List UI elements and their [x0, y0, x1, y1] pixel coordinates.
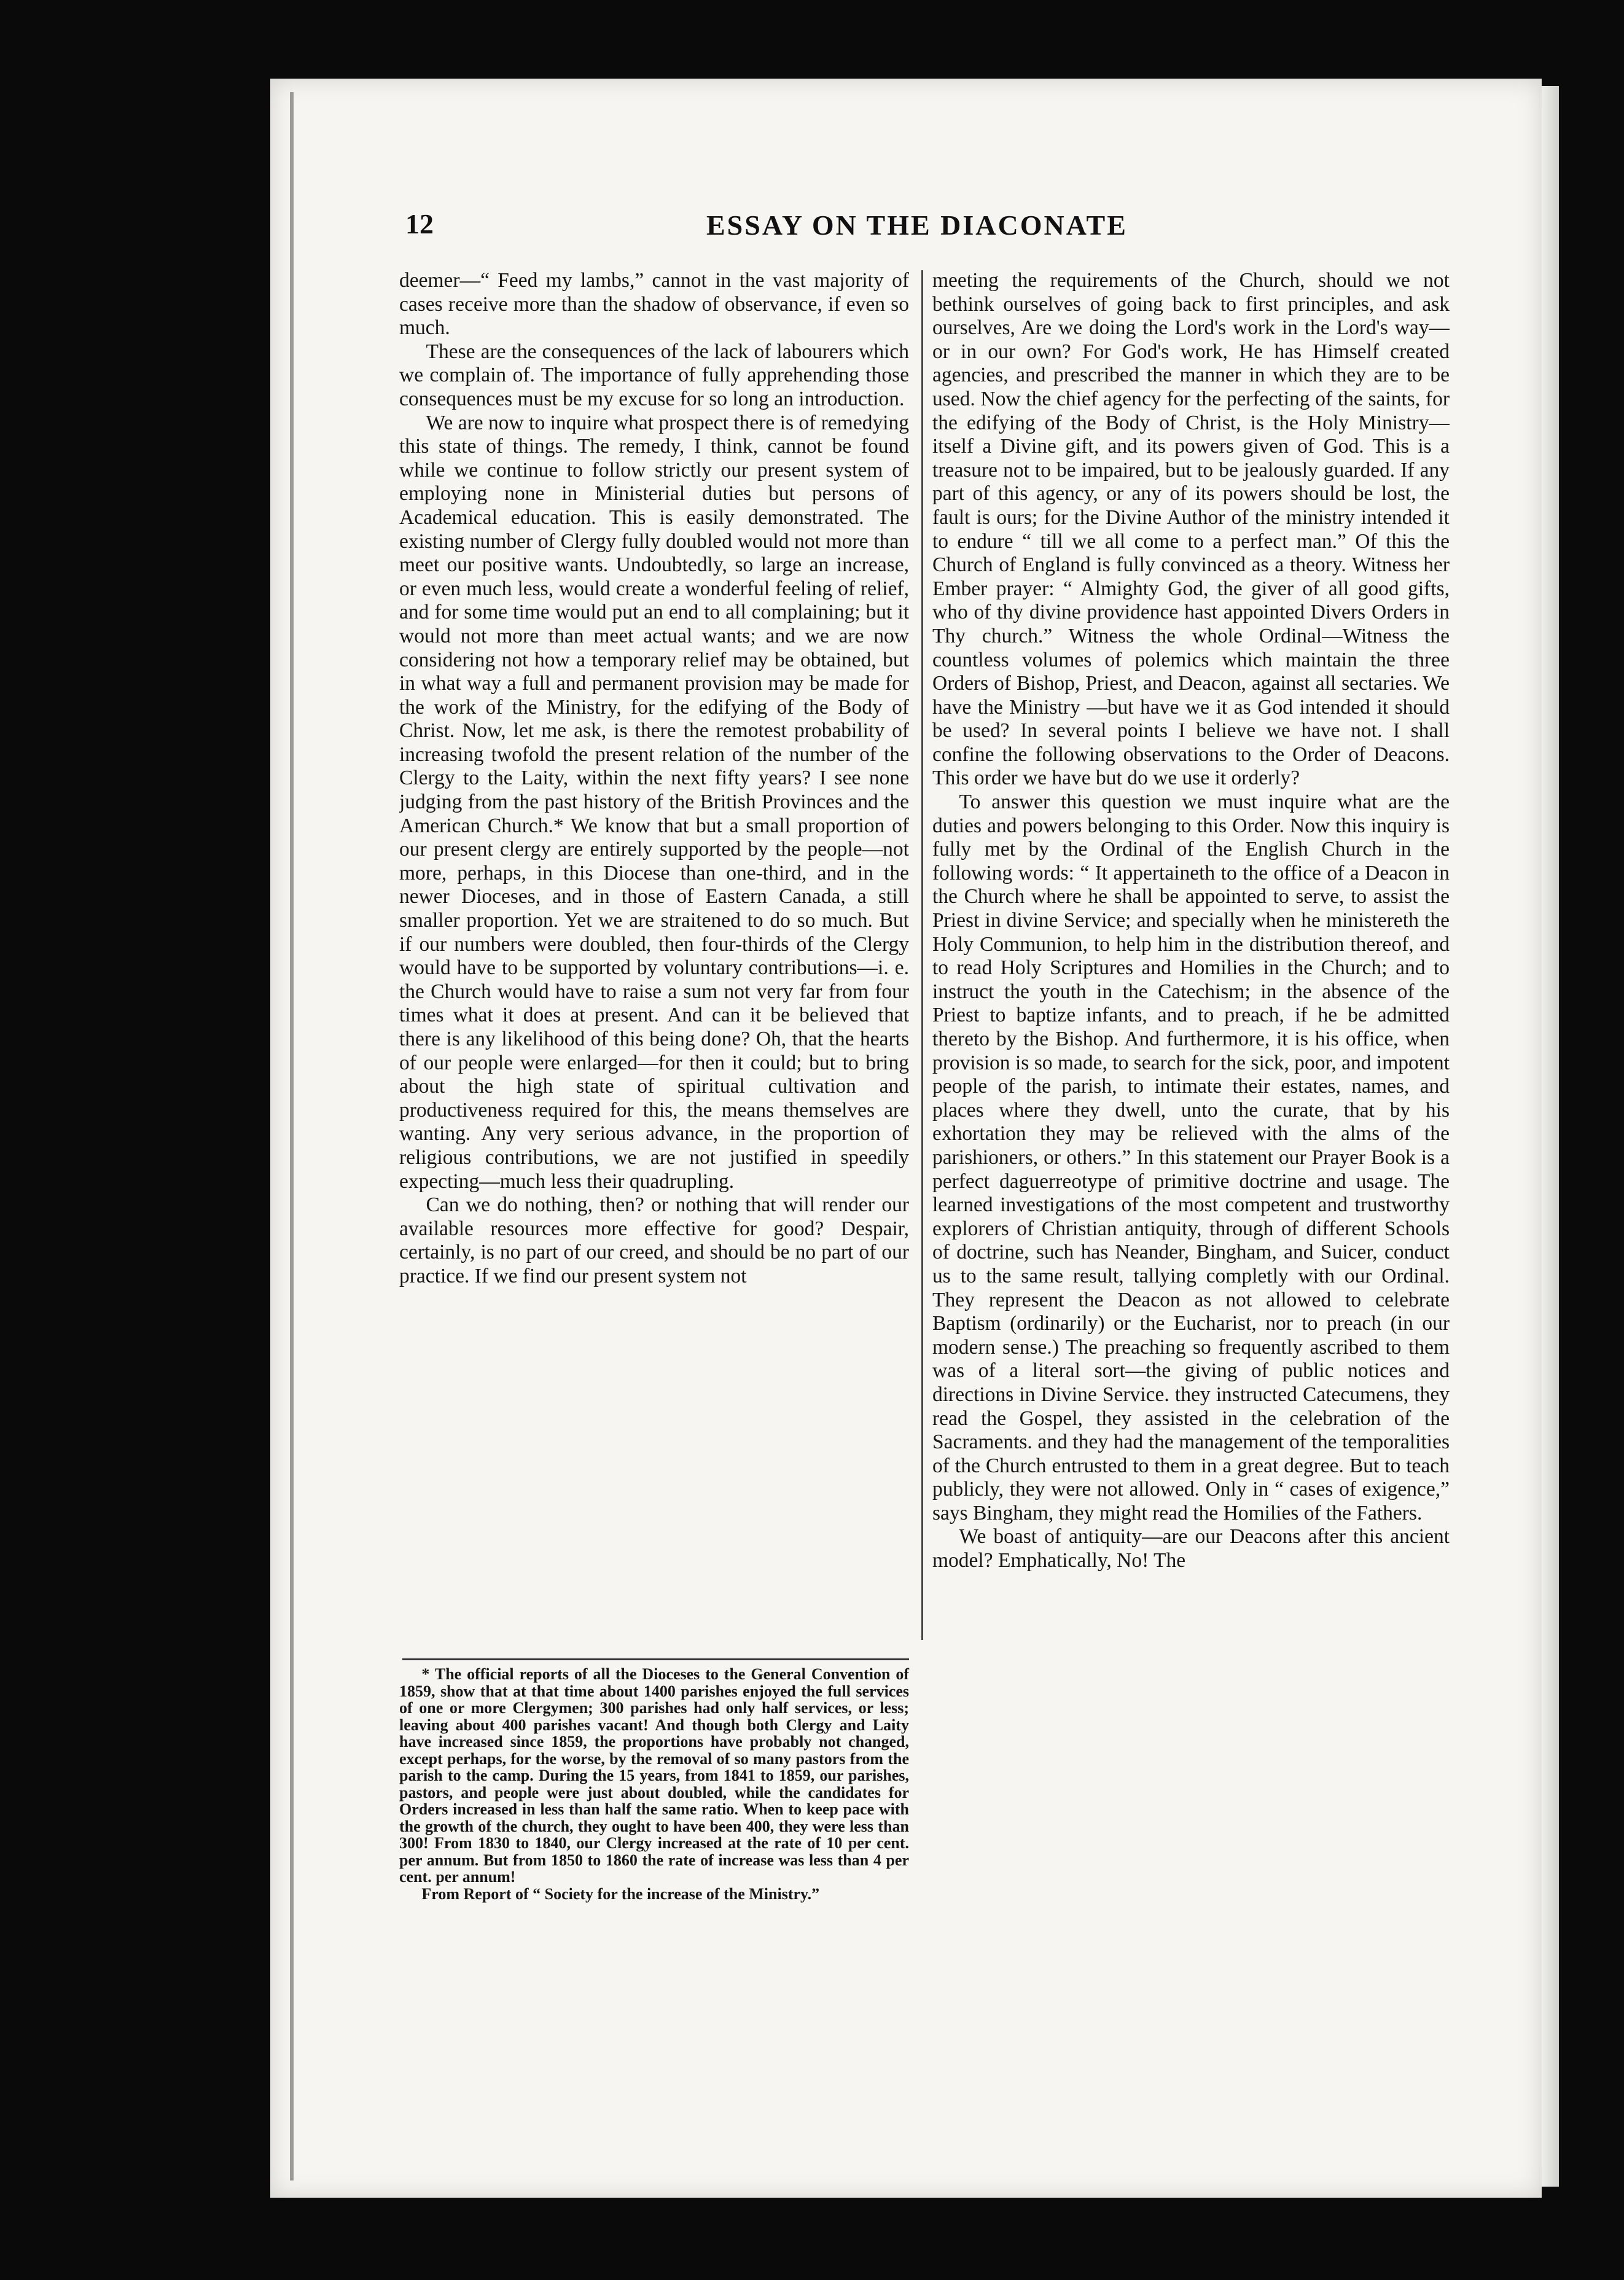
left-paragraph-3: We are now to inquire what prospect there is of remedying this state of things. The remedy, I think, cannot be found while we continue to follow strictly our present system of employing none in Ministerial duties but persons of Academical education. This is easily demonstrated. The existing number of Clergy fully doubled would not more than meet our positive wants. Undoubtedly, so large an increase, or even much less, would create a wonderful feeling of relief, and for some time would put an end to all complaining; but it would not more than meet actual wants; and we are now considering not how a temporary relief may be obtained, but in what way a full and permanent provision may be made for the work of the Ministry, for the edifying of the Body of Christ. Now, let me ask, is there the remotest probability of increasing twofold the present relation of the number of the Clergy to the Laity, within the next fifty years? I see none judging from the past history of the British Provinces and the American Church.* We know that but a small proportion of our present clergy are entirely supported by the people—not more, perhaps, in this Diocese than one-third, and in the newer Dioceses, and in those of Eastern Canada, a still smaller proportion. Yet we are straitened to do so much. But if our numbers were doubled, then four-thirds of the Clergy would have to be supported by voluntary contributions—i. e. the Church would have to raise a sum not very far from four times what it does at present. And can it be believed that there is any likelihood of this being done? Oh, that the hearts of our people were enlarged—for then it could; but to bring about the high state of spiritual cultivation and productiveness required for this, the means themselves are wanting. Any very serious advance, in the proportion of religious contributions, we are not justified in speedily expecting—much less their quadrupling.	[399, 411, 909, 1193]
page-number: 12	[405, 208, 434, 240]
left-paragraph-1: deemer—“ Feed my lambs,” cannot in the vast majority of cases receive more than the shadow of observance, if even so much.	[399, 269, 909, 340]
left-column	[399, 269, 909, 1657]
page-header	[0, 208, 1624, 244]
right-paragraph-1: meeting the requirements of the Church, should we not bethink ourselves of going back to first principles, and ask ourselves, Are we doing the Lord's work in the Lord's way—or in our own? For God's work, He has Himself created agencies, and prescribed the manner in which they are to be used. Now the chief agency for the perfecting of the saints, for the edifying of the Body of Christ, is the Holy Ministry—itself a Divine gift, and its powers given of God. This is a treasure not to be impaired, but to be jealously guarded. If any part of this agency, or any of its powers should be lost, the fault is ours; for the Divine Author of the ministry intended it to endure “ till we all come to a perfect man.” Of this the Church of England is fully convinced as a theory. Witness her Ember prayer: “ Almighty God, the giver of all good gifts, who of thy divine providence hast appointed Divers Orders in Thy church.” Witness the whole Ordinal—Witness the countless volumes of polemics which maintain the three Orders of Bishop, Priest, and Deacon, against all sectaries. We have the Ministry —but have we it as God intended it should be used? In several points I believe we have not. I shall confine the following observations to the Order of Deacons. This order we have but do we use it orderly?	[932, 269, 1450, 790]
footnote-paragraph-1: * The official reports of all the Dioceses to the General Convention of 1859, show that at that time about 1400 parishes enjoyed the full services of one or more Clergymen; 300 parishes had only half services, or less; leaving about 400 parishes vacant! And though both Clergy and Laity have increased since 1859, the proportions have probably not changed, except perhaps, for the worse, by the removal of so many pastors from the parish to the camp. During the 15 years, from 1841 to 1859, our parishes, pastors, and people were just about doubled, while the candidates for Orders increased in less than half the same ratio. When to keep pace with the growth of the church, they ought to have been 400, they were less than 300! From 1830 to 1840, our Clergy increased at the rate of 10 per cent. per annum. But from 1850 to 1860 the rate of increase was less than 4 per cent. per annum!	[399, 1665, 909, 1886]
footnote	[399, 1666, 909, 1902]
left-paragraph-4: Can we do nothing, then? or nothing that will render our available resources more effective for good? Despair, certainly, is no part of our creed, and should be no part of our practice. If we find our present system not	[399, 1193, 909, 1287]
right-column	[932, 269, 1450, 2112]
column-divider	[921, 270, 923, 1640]
binding-edge	[290, 92, 294, 2180]
right-paragraph-3: We boast of antiquity—are our Deacons after this ancient model? Emphatically, No! The	[932, 1525, 1450, 1572]
left-paragraph-2: These are the consequences of the lack of labourers which we complain of. The importance of fully apprehending those consequences must be my excuse for so long an introduction.	[399, 340, 909, 410]
footnote-paragraph-2: From Report of “ Society for the increase of the Ministry.”	[421, 1884, 820, 1903]
footnote-rule	[402, 1658, 909, 1660]
right-paragraph-2: To answer this question we must inquire what are the duties and powers belonging to this Order. Now this inquiry is fully met by the Ordinal of the English Church in the following words: “ It appertaineth to the office of a Deacon in the Church where he shall be appointed to serve, to assist the Priest in divine Service; and specially when he ministereth the Holy Communion, to help him in the distribution thereof, and to read Holy Scriptures and Homilies in the Church; and to instruct the youth in the Catechism; in the absence of the Priest to baptize infants, and to preach, if he be admitted thereto by the Bishop. And furthermore, it is his office, when provision is so made, to search for the sick, poor, and impotent people of the parish, to intimate their estates, names, and places where they dwell, unto the curate, that by his exhortation they may be relieved with the alms of the parishioners, or others.” In this statement our Prayer Book is a perfect daguerreotype of primitive doctrine and usage. The learned investigations of the most competent and trustworthy explorers of Christian antiquity, through of different Schools of doctrine, such has Neander, Bingham, and Suicer, conduct us to the same result, tallying completly with our Ordinal. They represent the Deacon as not allowed to celebrate Baptism (ordinarily) or the Eucharist, nor to preach (in our modern sense.) The preaching so frequently ascribed to them was of a literal sort—the giving of public notices and directions in Divine Service. they instructed Catecumens, they read the Gospel, they assisted in the celebration of the Sacraments. and they had the management of the temporalities of the Church entrusted to them in a great degree. But to teach publicly, they were not allowed. Only in “ cases of exigence,” says Bingham, they might read the Homilies of the Fathers.	[932, 791, 1450, 1525]
running-head: ESSAY ON THE DIACONATE	[706, 209, 1128, 241]
